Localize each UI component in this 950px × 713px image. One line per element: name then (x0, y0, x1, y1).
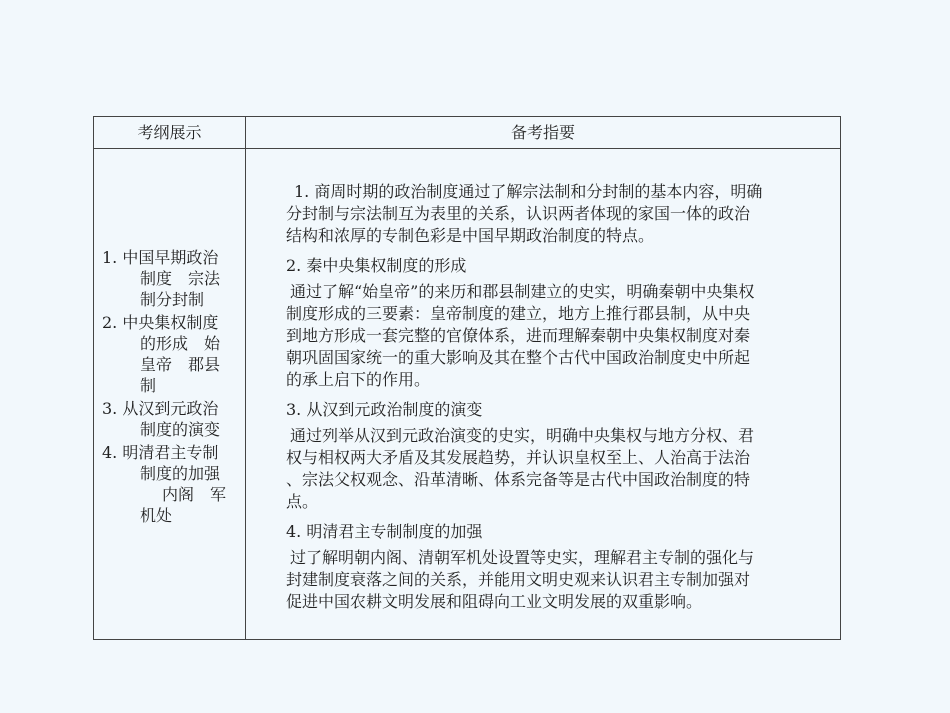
guide-paragraph-2 (286, 281, 831, 391)
guide-paragraph-4 (286, 547, 831, 613)
outline-item-number: 1. (102, 248, 118, 267)
guide-line: 制度形成的三要素：皇帝制度的建立，地方上推行郡县制，从中央 (286, 304, 751, 323)
guide-line: 通过列举从汉到元政治演变的史实，明确中央集权与地方分权、君 (290, 426, 755, 445)
header-exam-outline: 考纲展示 (137, 123, 202, 142)
guide-paragraph-3 (286, 425, 831, 513)
outline-item-text: 从汉到元政治 (122, 399, 219, 418)
outline-item-text: 明清君主专制 (122, 443, 219, 462)
guide-line: 点。 (286, 492, 319, 511)
guide-line: 1. 商周时期的政治制度通过了解宗法制和分封制的基本内容，明确 (294, 182, 763, 201)
guide-heading-4: 4. 明清君主专制制度的加强 (286, 522, 483, 541)
guide-line: 到地方形成一套完整的官僚体系，进而理解秦朝中央集权制度对秦 (286, 326, 751, 345)
outline-item-text: 内阁 军 (162, 485, 227, 504)
outline-item-text: 机处 (140, 506, 173, 525)
guide-heading-3: 3. 从汉到元政治制度的演变 (286, 400, 483, 419)
guide-paragraph-1 (286, 181, 831, 247)
study-guide-content (286, 181, 831, 613)
outline-item-text: 制 (140, 376, 157, 395)
outline-item-2 (102, 312, 234, 396)
outline-item-number: 3. (102, 399, 118, 418)
exam-outline-list (102, 247, 234, 528)
outline-item-1 (102, 247, 234, 310)
guide-line: 权与相权两大矛盾及其发展趋势，并认识皇权至上、人治高于法治 (286, 448, 751, 467)
guide-line: 促进中国农耕文明发展和阻碍向工业文明发展的双重影响。 (286, 592, 703, 611)
outline-item-4 (102, 442, 234, 526)
guide-heading-2: 2. 秦中央集权制度的形成 (286, 256, 467, 275)
guide-line: 封建制度衰落之间的关系，并能用文明史观来认识君主专制加强对 (286, 570, 751, 589)
outline-item-text: 制度的加强 (140, 464, 221, 483)
guide-line: 通过了解“始皇帝”的来历和郡县制建立的史实，明确秦朝中央集权 (290, 282, 755, 301)
outline-item-text: 中央集权制度 (122, 313, 219, 332)
outline-item-text: 制分封制 (140, 290, 205, 309)
outline-table (93, 116, 841, 640)
outline-item-text: 制度 宗法 (140, 269, 221, 288)
guide-line: 、宗法父权观念、沿革清晰、体系完备等是古代中国政治制度的特 (286, 470, 751, 489)
outline-item-number: 2. (102, 313, 118, 332)
header-divider (94, 148, 840, 149)
outline-item-3 (102, 398, 234, 440)
guide-line: 分封制与宗法制互为表里的关系，认识两者体现的家国一体的政治 (286, 204, 751, 223)
outline-item-number: 4. (102, 443, 118, 462)
header-study-guide: 备考指要 (510, 123, 575, 142)
outline-item-text: 制度的演变 (140, 420, 221, 439)
outline-item-text: 的形成 始 (140, 334, 221, 353)
guide-line: 朝巩固国家统一的重大影响及其在整个古代中国政治制度史中所起 (286, 348, 751, 367)
guide-line: 过了解明朝内阁、清朝军机处设置等史实，理解君主专制的强化与 (290, 548, 755, 567)
column-divider (245, 117, 246, 639)
outline-item-text: 中国早期政治 (122, 248, 219, 267)
guide-line: 的承上启下的作用。 (286, 370, 431, 389)
outline-item-text: 皇帝 郡县 (140, 355, 221, 374)
guide-line: 结构和浓厚的专制色彩是中国早期政治制度的特点。 (286, 226, 655, 245)
